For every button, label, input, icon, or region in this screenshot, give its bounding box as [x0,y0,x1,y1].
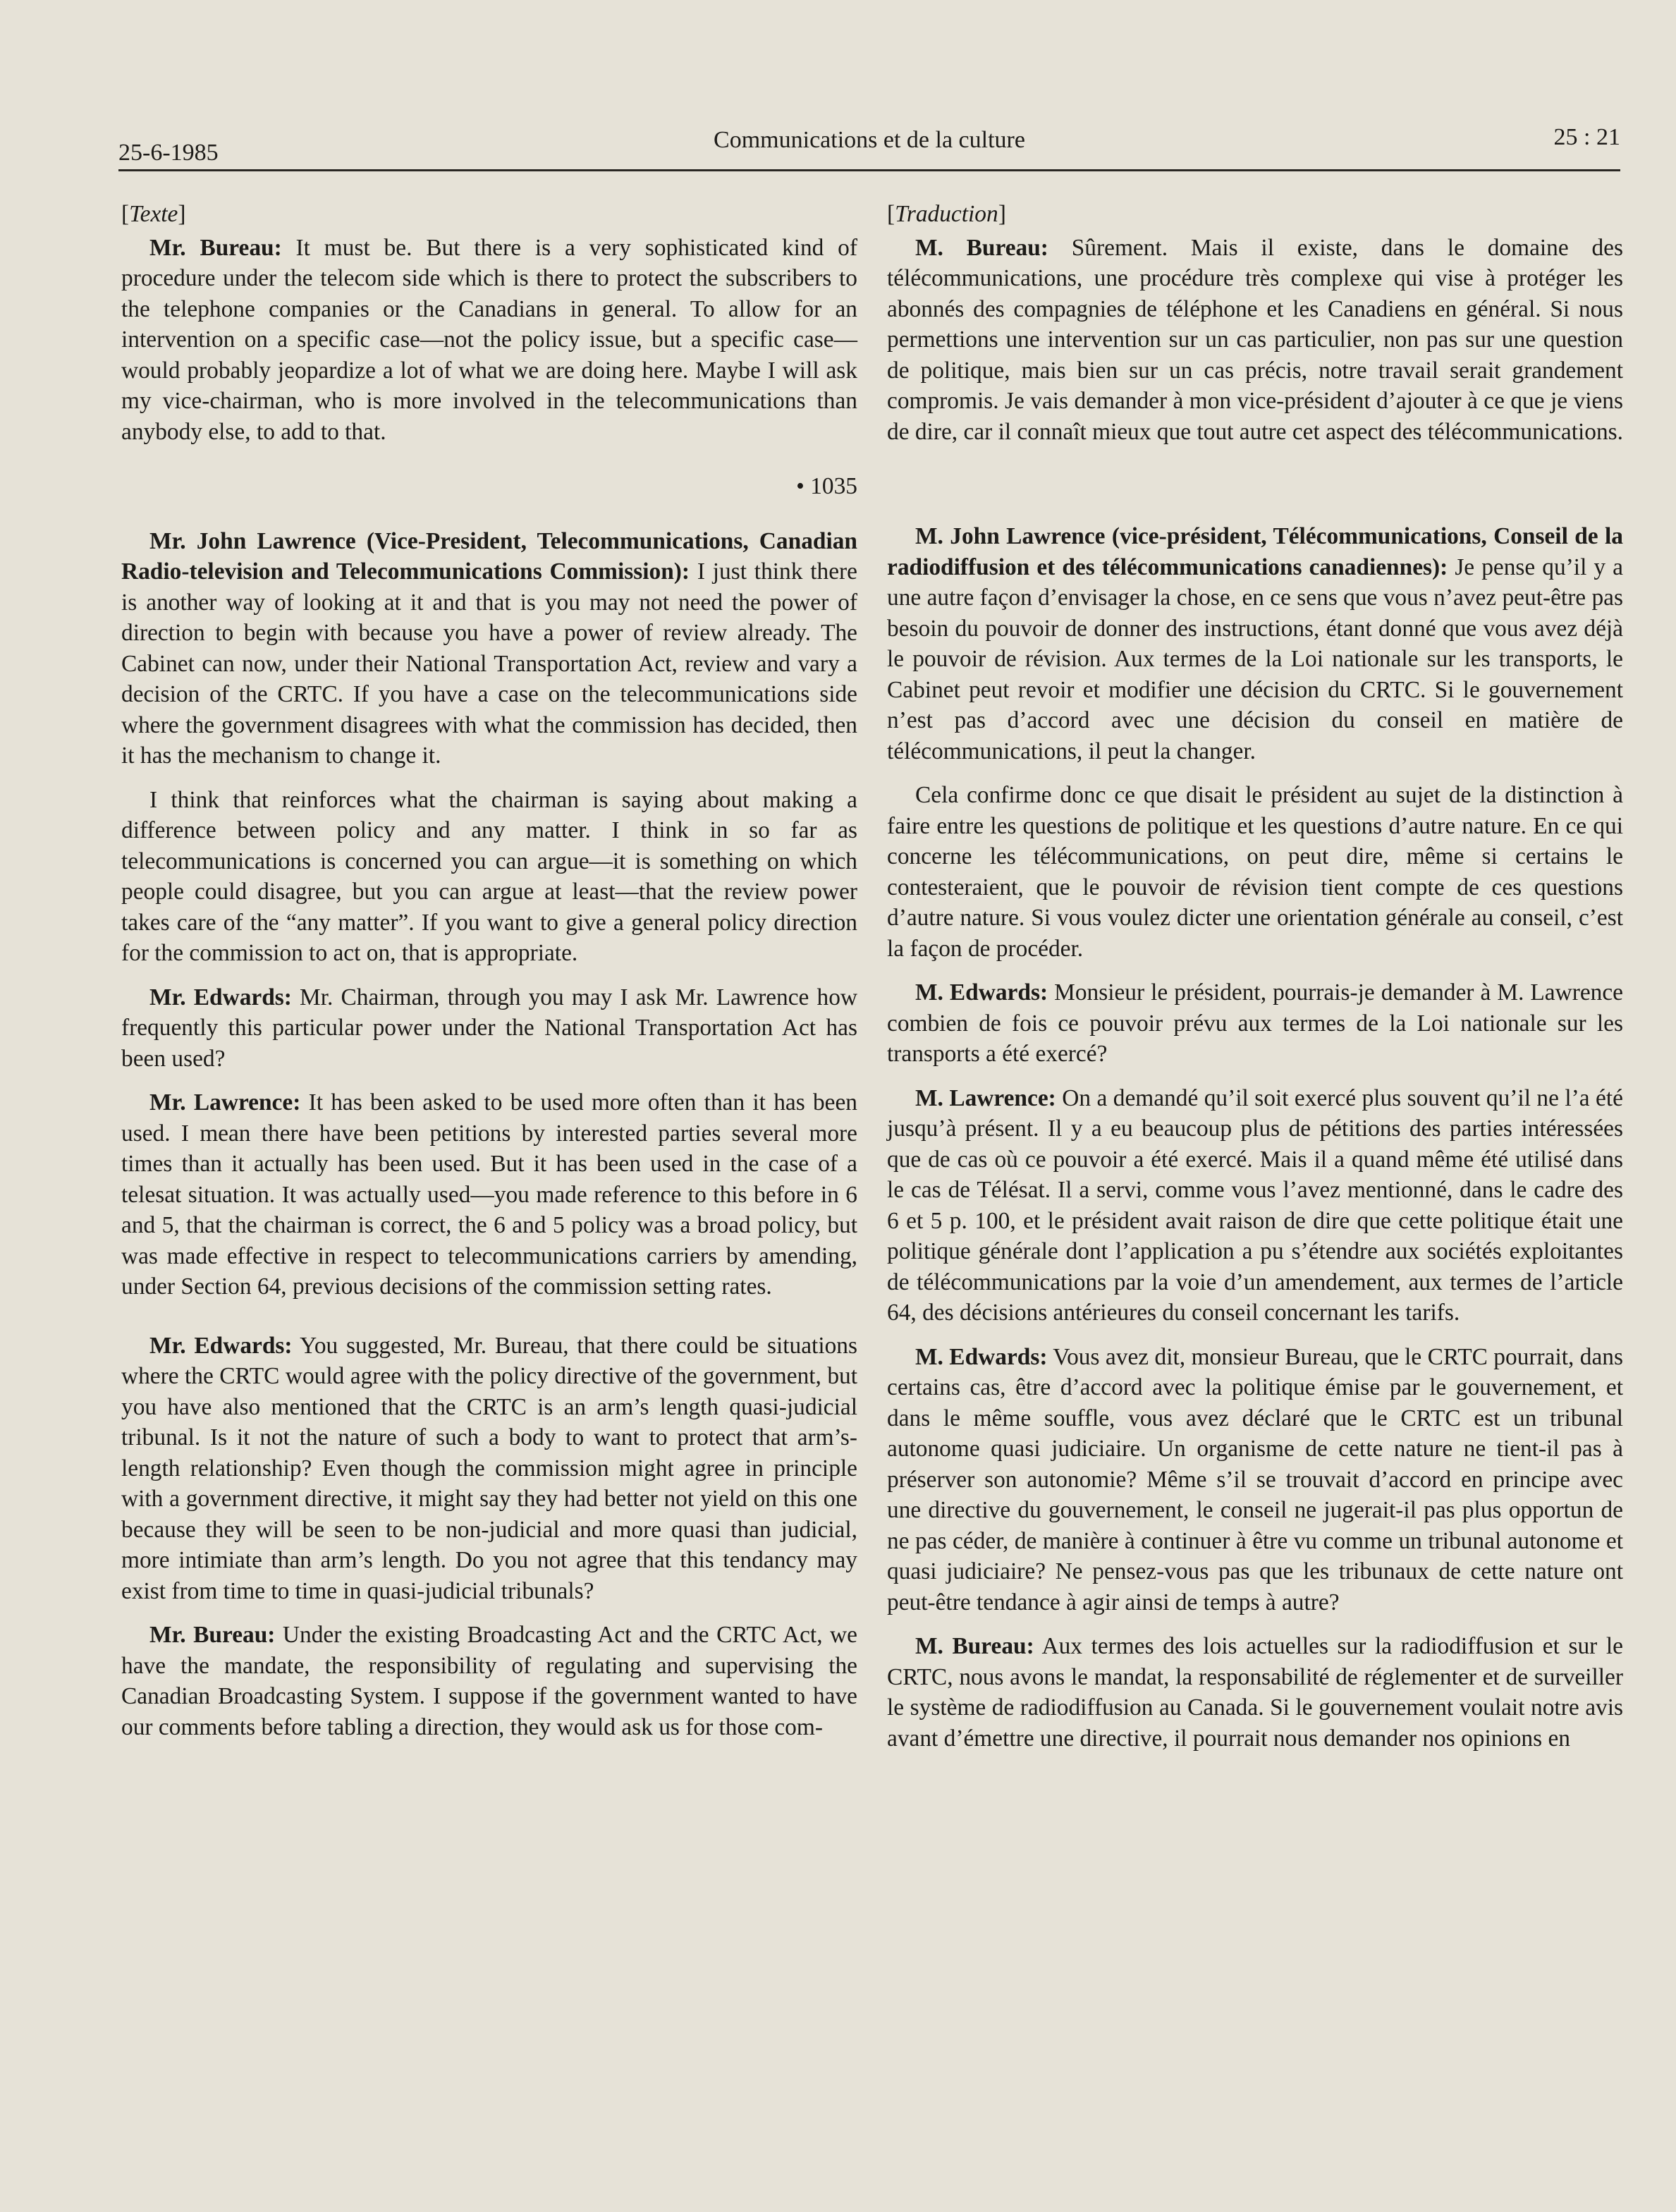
paragraph-text: It must be. But there is a very sophisticated kind of procedure under the telecom side which is there to protect the subscribers to the telephone companies or the Canadians in general. To allow for an intervention on a specific case—not the policy issue, but a specific case—would probably jeopardize a lot of what we are doing here. Maybe I will ask my vice-chairman, who is more involved in the telecommunications than anybody else, to add to that. [121,234,857,445]
paragraph-text: Cela confirme donc ce que disait le président au sujet de la distinction à faire entre les questions de politique et les questions d’autre nature. En ce qui concerne les télécommunications, on peut dire, même si certains le contesteraient, que le pouvoir de révision tient compte de ces questions d’autre nature. Si vous voulez dicter une orientation générale au conseil, c’est la façon de procéder. [887,782,1623,962]
speaker-name: M. Edwards: [915,1343,1048,1370]
paragraph-text: I think that reinforces what the chairman is saying about making a difference between policy and any matter. I think in so far as telecommunications is concerned you can argue—it is something on which people could disagree, but you can argue at least—that the review power takes care of the “any matter”. If you want to give a general policy direction for the commission to act on, that is appropriate. [121,786,857,966]
speaker-name: Mr. John Lawrence (Vice-President, Telecommunications, Canadian Radio-television and Telecommunications Commission): [121,527,857,585]
paragraph [121,1331,857,1607]
paragraph [887,1631,1623,1754]
speaker-name: Mr. Bureau: [149,1622,276,1648]
paragraph [121,233,857,448]
paragraph [887,780,1623,964]
speaker-name: Mr. Edwards: [149,1332,293,1359]
speaker-name: M. Bureau: [915,1633,1034,1659]
time-stamp: • 1035 [796,473,857,499]
paragraph-text: Sûrement. Mais il existe, dans le domaine des télécommunications, une procédure très complexe qui vise à protéger les abonnés des compagnies de téléphone et les Canadiens en général. Si nous permettions une intervention sur un cas particulier, non pas sur une question de politique, mais bien sur un cas précis, notre travail serait grandement compromis. Je vais demander à mon vice-président d’ajouter à ce que je viens de dire, car il connaît mieux que tout autre cet aspect des télécommunications. [887,234,1623,445]
paragraph [121,785,857,969]
paragraph [121,982,857,1075]
paragraph [121,1087,857,1302]
column-spacer [887,460,1623,521]
page-header [118,124,1620,166]
french-column [887,199,1623,1767]
header-rule [118,169,1620,171]
paragraph-text: Monsieur le président, pourrais-je demander à M. Lawrence combien de fois ce pouvoir prévu aux termes de la Loi nationale sur les transports a été exercé? [887,979,1624,1067]
paragraph-text: Aux termes des lois actuelles sur la radiodiffusion et sur le CRTC, nous avons le mandat, la responsabilité de réglementer et de surveiller le système de radiodiffusion au Canada. Si le gouvernement voulait notre avis avant d’émettre une directive, il pourrait nous demander nos opinions en [887,1633,1623,1752]
header-date: 25-6-1985 [118,140,219,166]
speaker-name: M. Bureau: [915,234,1048,261]
speaker-name: M. Edwards: [915,979,1048,1006]
speaker-name: Mr. Lawrence: [149,1089,301,1116]
paragraph-text: Under the existing Broadcasting Act and the CRTC Act, we have the mandate, the responsibility of regulating and supervising the Canadian Broadcasting System. I suppose if the government wanted to have our comments before tabling a direction, they would ask us for those com- [121,1622,857,1740]
language-tag: [Traduction] [887,201,1006,227]
language-tag: [Texte] [121,201,186,227]
speaker-name: M. John Lawrence (vice-président, Télécommunications, Conseil de la radiodiffusion et des télécommunications canadiennes): [887,523,1623,580]
paragraph [121,1620,857,1742]
paragraph [121,526,857,771]
paragraph-text: Vous avez dit, monsieur Bureau, que le CRTC pourrait, dans certains cas, être d’accord avec la politique émise par le gouvernement, et dans le même souffle, vous avez déclaré que le CRTC est un tribunal autonome quasi judiciaire. Un organisme de cette nature ne tient-il pas à préserver son autonomie? Même s’il se trouvait d’accord en principe avec une directive du gouvernement, le conseil ne jugerait-il pas plus opportun de ne pas céder, de manière à continuer à être vu comme un tribunal autonome et quasi judiciaire? Ne pensez-vous pas que les tribunaux de cette nature ont peut-être tendance à agir ainsi de temps à autre? [887,1343,1624,1615]
paragraph-text: Mr. Chairman, through you may I ask Mr. Lawrence how frequently this particular power under the National Transportation Act has been used? [121,984,857,1072]
header-page-number: 25 : 21 [1553,124,1620,150]
paragraph [887,1342,1623,1618]
paragraph-text: I just think there is another way of looking at it and that is you may not need the power of direction to begin with because you have a power of review already. The Cabinet can now, under their National Transportation Act, review and vary a decision of the CRTC. If you have a case on the telecommunications side where the government disagrees with what the commission has decided, then it has the mechanism to change it. [121,558,857,769]
paragraph [887,977,1623,1070]
paragraph-text: On a demandé qu’il soit exercé plus souvent qu’il ne l’a été jusqu’à présent. Il y a eu beaucoup plus de pétitions des parties intéressées que de cas où ce pouvoir a été exercé. Mais il a quand même été utilisé dans le cas de Télésat. Il a servi, comme vous l’avez mentionné, dans le cadre des 6 et 5 p. 100, et le président avait raison de dire que cette politique était une politique générale dont l’application a pu s’étendre aux sociétés exploitantes de télécommunications par la voie d’un amendement, aux termes de l’article 64, des décisions antérieures du conseil concernant les tarifs. [887,1084,1623,1326]
paragraph [887,1083,1623,1328]
paragraph-text: Je pense qu’il y a une autre façon d’envisager la chose, en ce sens que vous n’avez peut-être pas besoin du pouvoir de donner des instructions, étant donné que vous avez déjà le pouvoir de révision. Aux termes de la Loi nationale sur les transports, le Cabinet peut revoir et modifier une décision du CRTC. Si le gouvernement n’est pas d’accord avec une décision du conseil en matière de télécommunications, il peut la changer. [887,554,1623,764]
paragraph-text: You suggested, Mr. Bureau, that there could be situations where the CRTC would agree with the policy directive of the government, but you have also mentioned that the CRTC is an arm’s length quasi-judicial tribunal. Is it not the nature of such a body to want to protect that arm’s-length relationship? Even though the commission might agree in principle with a government directive, it might say they had better not yield on this one because they will be seen to be non-judicial and more quasi than judicial, more intimiate than arm’s length. Do you not agree that this tendancy may exist from time to time in quasi-judicial tribunals? [121,1332,857,1604]
paragraph [887,521,1623,766]
english-column [121,199,857,1756]
speaker-name: Mr. Bureau: [149,234,282,261]
paragraph-text: It has been asked to be used more often than it has been used. I mean there have been petitions by interested parties several more times than it actually has been used. But it has been used in the case of a telesat situation. It was actually used—you made reference to this before in 6 and 5, that the chairman is correct, the 6 and 5 policy was a broad policy, but was made effective in respect to telecommunications carriers by amending, under Section 64, previous decisions of the commission setting rates. [121,1089,857,1300]
header-title: Communications et de la culture [714,127,1025,153]
speaker-name: M. Lawrence: [915,1084,1056,1111]
paragraph [887,233,1623,448]
speaker-name: Mr. Edwards: [149,984,292,1010]
